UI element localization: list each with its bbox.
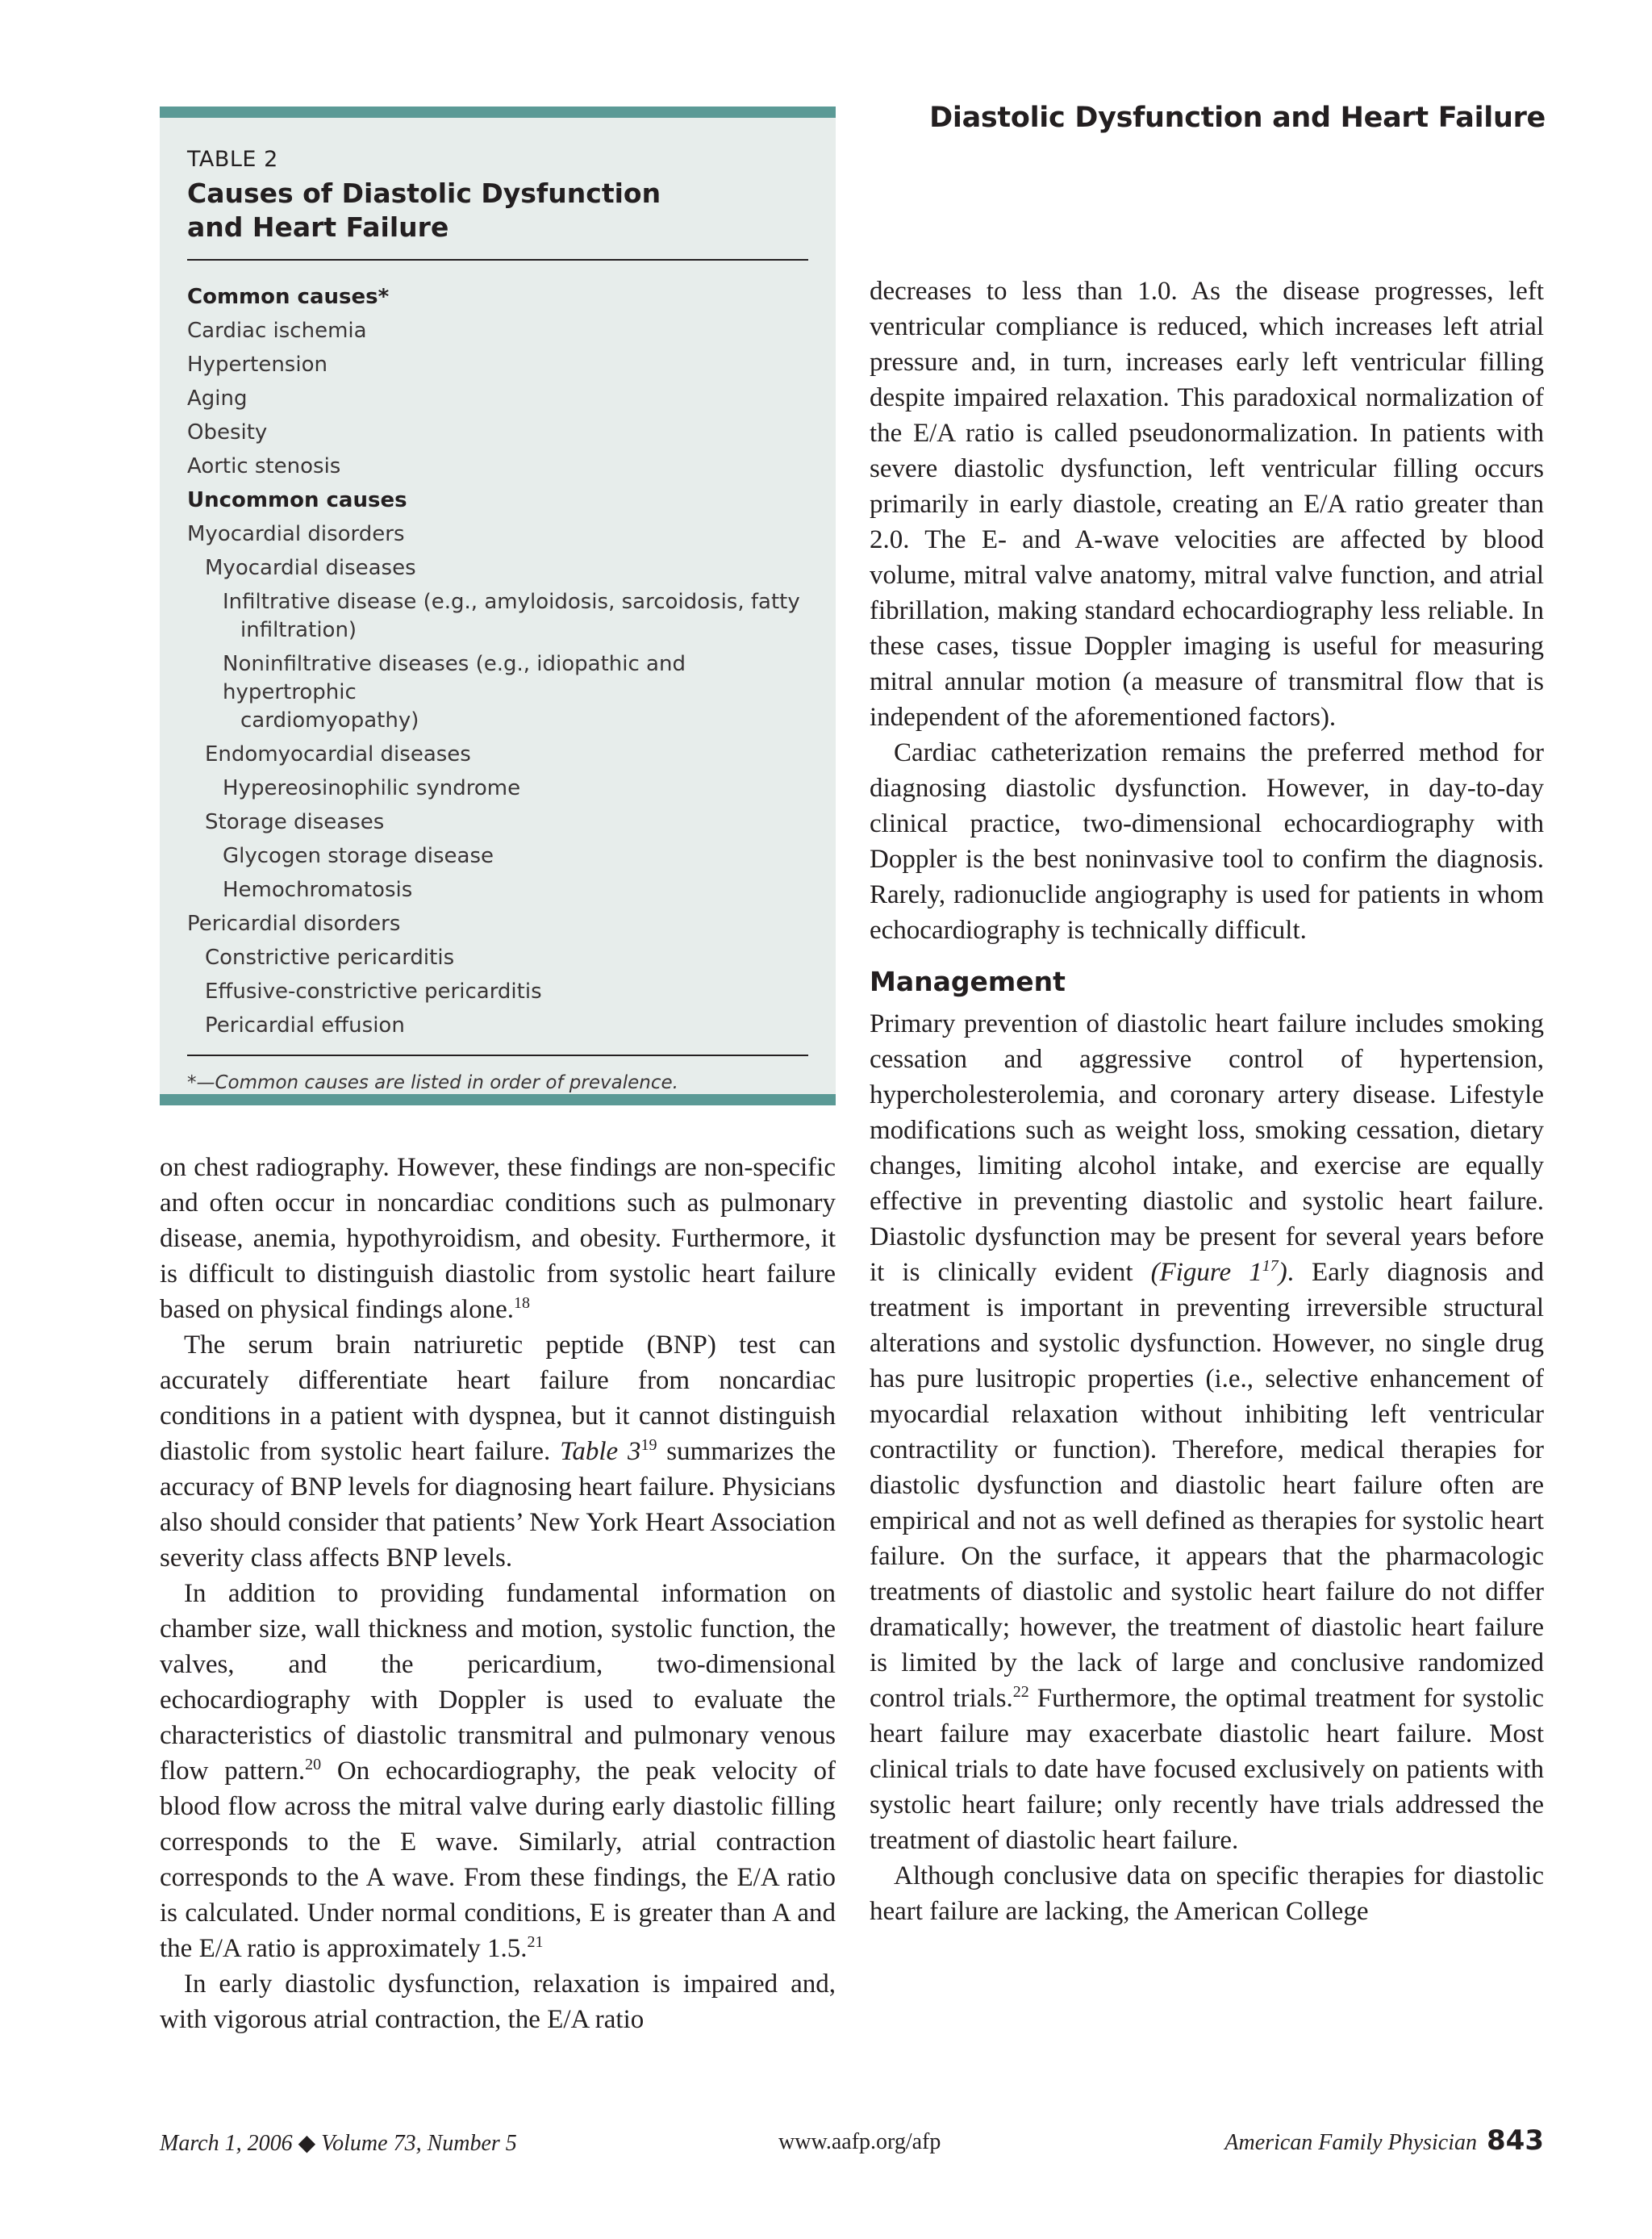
footer-url[interactable]: www.aafp.org/afp	[778, 2129, 941, 2154]
list-heading-common: Common causes*	[187, 285, 390, 309]
reference-superscript: 17	[1262, 1257, 1279, 1275]
list-item-continuation: cardiomyopathy)	[240, 708, 419, 733]
table-causes-list	[187, 283, 808, 1040]
list-item	[187, 588, 808, 645]
table-2-box	[160, 107, 836, 1105]
reference-superscript: 19	[640, 1436, 657, 1454]
paragraph-text: on chest radiography. However, these findings are non-specific and often occur in noncardiac conditions such as pulmonary disease, anemia, hypothyroidism, and obesity. Furthermore, it is difficult to distinguish diastolic from systolic heart failure based on physical findings alone.	[160, 1153, 836, 1324]
footer-journal-name: American Family Physician	[1224, 2130, 1478, 2155]
table-title-line2: and Heart Failure	[187, 211, 449, 243]
list-item: Hemochromatosis	[223, 878, 413, 902]
reference-superscript: 21	[527, 1933, 544, 1951]
list-item: Aortic stenosis	[187, 454, 341, 478]
list-item-continuation: infiltration)	[240, 618, 357, 642]
right-paragraph-1: decreases to less than 1.0. As the disease progresses, left ventricular compliance is reduced, which increases left atrial pressure and, in turn, increases early left ventricular filling despite impaired relaxation. This paradoxical normalization of the E/A ratio is called pseudonormalization. In patients with severe diastolic dysfunction, left ventricular filling occurs primarily in early diastole, creating an E/A ratio greater than 2.0. The E- and A-wave velocities are affected by blood volume, mitral valve anatomy, mitral valve function, and atrial fibrillation, making standard echocardiography less reliable. In these cases, tissue Doppler imaging is useful for measuring mitral annular motion (a measure of transmitral flow that is independent of the aforementioned factors).	[870, 277, 1544, 732]
list-heading-uncommon: Uncommon causes	[187, 488, 407, 512]
table-bottom-rule	[187, 1055, 808, 1056]
right-paragraph-2: Cardiac catheterization remains the preferred method for diagnosing diastolic dysfunction. However, in day-to-day clinical practice, two-dimensional echocardiography with Doppler is the best noninvasive tool to confirm the diagnosis. Rarely, radionuclide angiography is used for patients in whom echocardiography is technically difficult.	[870, 738, 1544, 945]
table-title	[187, 177, 808, 244]
figure-reference	[1151, 1258, 1287, 1287]
list-item: Pericardial disorders	[187, 912, 401, 936]
left-paragraph-1	[160, 1150, 836, 1327]
table-title-line1: Causes of Diastolic Dysfunction	[187, 178, 661, 209]
reference-superscript: 22	[1012, 1683, 1029, 1701]
list-item-text: Noninfiltrative diseases (e.g., idiopathic and hypertrophic	[223, 652, 686, 704]
left-paragraph-4: In early diastolic dysfunction, relaxation is impaired and, with vigorous atrial contraction, the E/A ratio	[160, 1970, 836, 2034]
page-footer	[160, 2124, 1544, 2160]
section-heading-management: Management	[870, 966, 1066, 997]
table-top-rule	[187, 259, 808, 261]
table-label: TABLE 2	[187, 147, 278, 172]
list-item	[187, 650, 808, 735]
list-item: Constrictive pericarditis	[205, 946, 455, 970]
list-item: Pericardial effusion	[205, 1013, 405, 1038]
paragraph-text: In addition to providing fundamental information on chamber size, wall thickness and motion, systolic function, the valves, and the pericardium, two-dimensional echocardiography with Doppler is used to evaluate the characteristics of diastolic transmitral and pulmonary venous flow pattern.	[160, 1579, 836, 1786]
table-reference: Table 3	[560, 1437, 641, 1466]
paragraph-text: On echocardiography, the peak velocity of blood flow across the mitral valve during early diastolic filling corresponds to the E wave. Similarly, atrial contraction corresponds to the A wave. From these findings, the E/A ratio is calculated. Under normal conditions, E is greater than A and the E/A ratio is approximately 1.5.	[160, 1757, 836, 1963]
figure-reference-close: )	[1278, 1258, 1287, 1287]
list-item: Cardiac ischemia	[187, 319, 367, 343]
paragraph-text: Furthermore, the optimal treatment for systolic heart failure may exacerbate diastolic heart failure. Most clinical trials to date have focused exclusively on patients with systolic heart failure; only recently have trials addressed the treatment of diastolic heart failure.	[870, 1684, 1545, 1855]
left-column	[160, 1150, 836, 2037]
left-paragraph-3	[160, 1576, 836, 1966]
list-item: Hypereosinophilic syndrome	[223, 776, 521, 800]
paragraph-text: summarizes the accuracy of BNP levels for diagnosing heart failure. Physicians also should consider that patients’ New York Heart Association severity class affects BNP levels.	[160, 1437, 836, 1573]
paragraph-text: The serum brain natriuretic peptide (BNP) test can accurately differentiate heart failure from noncardiac conditions in a patient with dyspnea, but it cannot distinguish diastolic from systolic heart failure.	[160, 1330, 836, 1466]
right-column	[870, 274, 1544, 1929]
figure-reference-text: (Figure 1	[1150, 1258, 1262, 1287]
reference-superscript: 20	[305, 1756, 322, 1773]
list-item: Myocardial diseases	[205, 556, 416, 580]
list-item: Endomyocardial diseases	[205, 742, 471, 767]
list-item: Hypertension	[187, 353, 327, 377]
list-item: Glycogen storage disease	[223, 844, 494, 868]
footer-date-volume: March 1, 2006 ◆ Volume 73, Number 5	[160, 2131, 517, 2156]
left-paragraph-2	[160, 1327, 836, 1576]
page-number: 843	[1487, 2124, 1544, 2157]
list-item: Storage diseases	[205, 810, 385, 834]
footer-journal-page	[1224, 2124, 1544, 2157]
paragraph-text: . Early diagnosis and treatment is important in preventing irreversible structural alterations and systolic dysfunction. However, no single drug has pure lusitropic properties (i.e., selective enhancement of myocardial relaxation without inhibiting left ventricular contractility or function). Therefore, medical therapies for diastolic dysfunction and diastolic heart failure often are empirical and not as well defined as therapies for systolic heart failure. On the surface, it appears that the pharmacologic treatments of diastolic and systolic heart failure do not differ dramatically; however, the treatment of diastolic heart failure is limited by the lack of large and conclusive randomized control trials.	[870, 1258, 1544, 1713]
table-footnote: *—Common causes are listed in order of prevalence.	[187, 1072, 678, 1093]
list-item-text: Infiltrative disease (e.g., amyloidosis, sarcoidosis, fatty	[223, 590, 800, 614]
list-item: Obesity	[187, 420, 268, 445]
list-item: Effusive-constrictive pericarditis	[205, 980, 542, 1004]
paragraph-text: Primary prevention of diastolic heart failure includes smoking cessation and aggressive control of hypertension, hypercholesterolemia, and coronary artery disease. Lifestyle modifications such as weight loss, smoking cessation, dietary changes, limiting alcohol intake, and exercise are equally effective in preventing diastolic and systolic heart failure. Diastolic dysfunction may be present for several years before it is clinically evident	[870, 1009, 1544, 1287]
running-head: Diastolic Dysfunction and Heart Failure	[929, 102, 1546, 134]
right-paragraph-3	[870, 1006, 1544, 1858]
list-item: Myocardial disorders	[187, 522, 405, 546]
list-item: Aging	[187, 386, 248, 411]
reference-superscript: 18	[514, 1294, 530, 1312]
right-paragraph-4: Although conclusive data on specific therapies for diastolic heart failure are lacking, the American College	[870, 1861, 1544, 1926]
